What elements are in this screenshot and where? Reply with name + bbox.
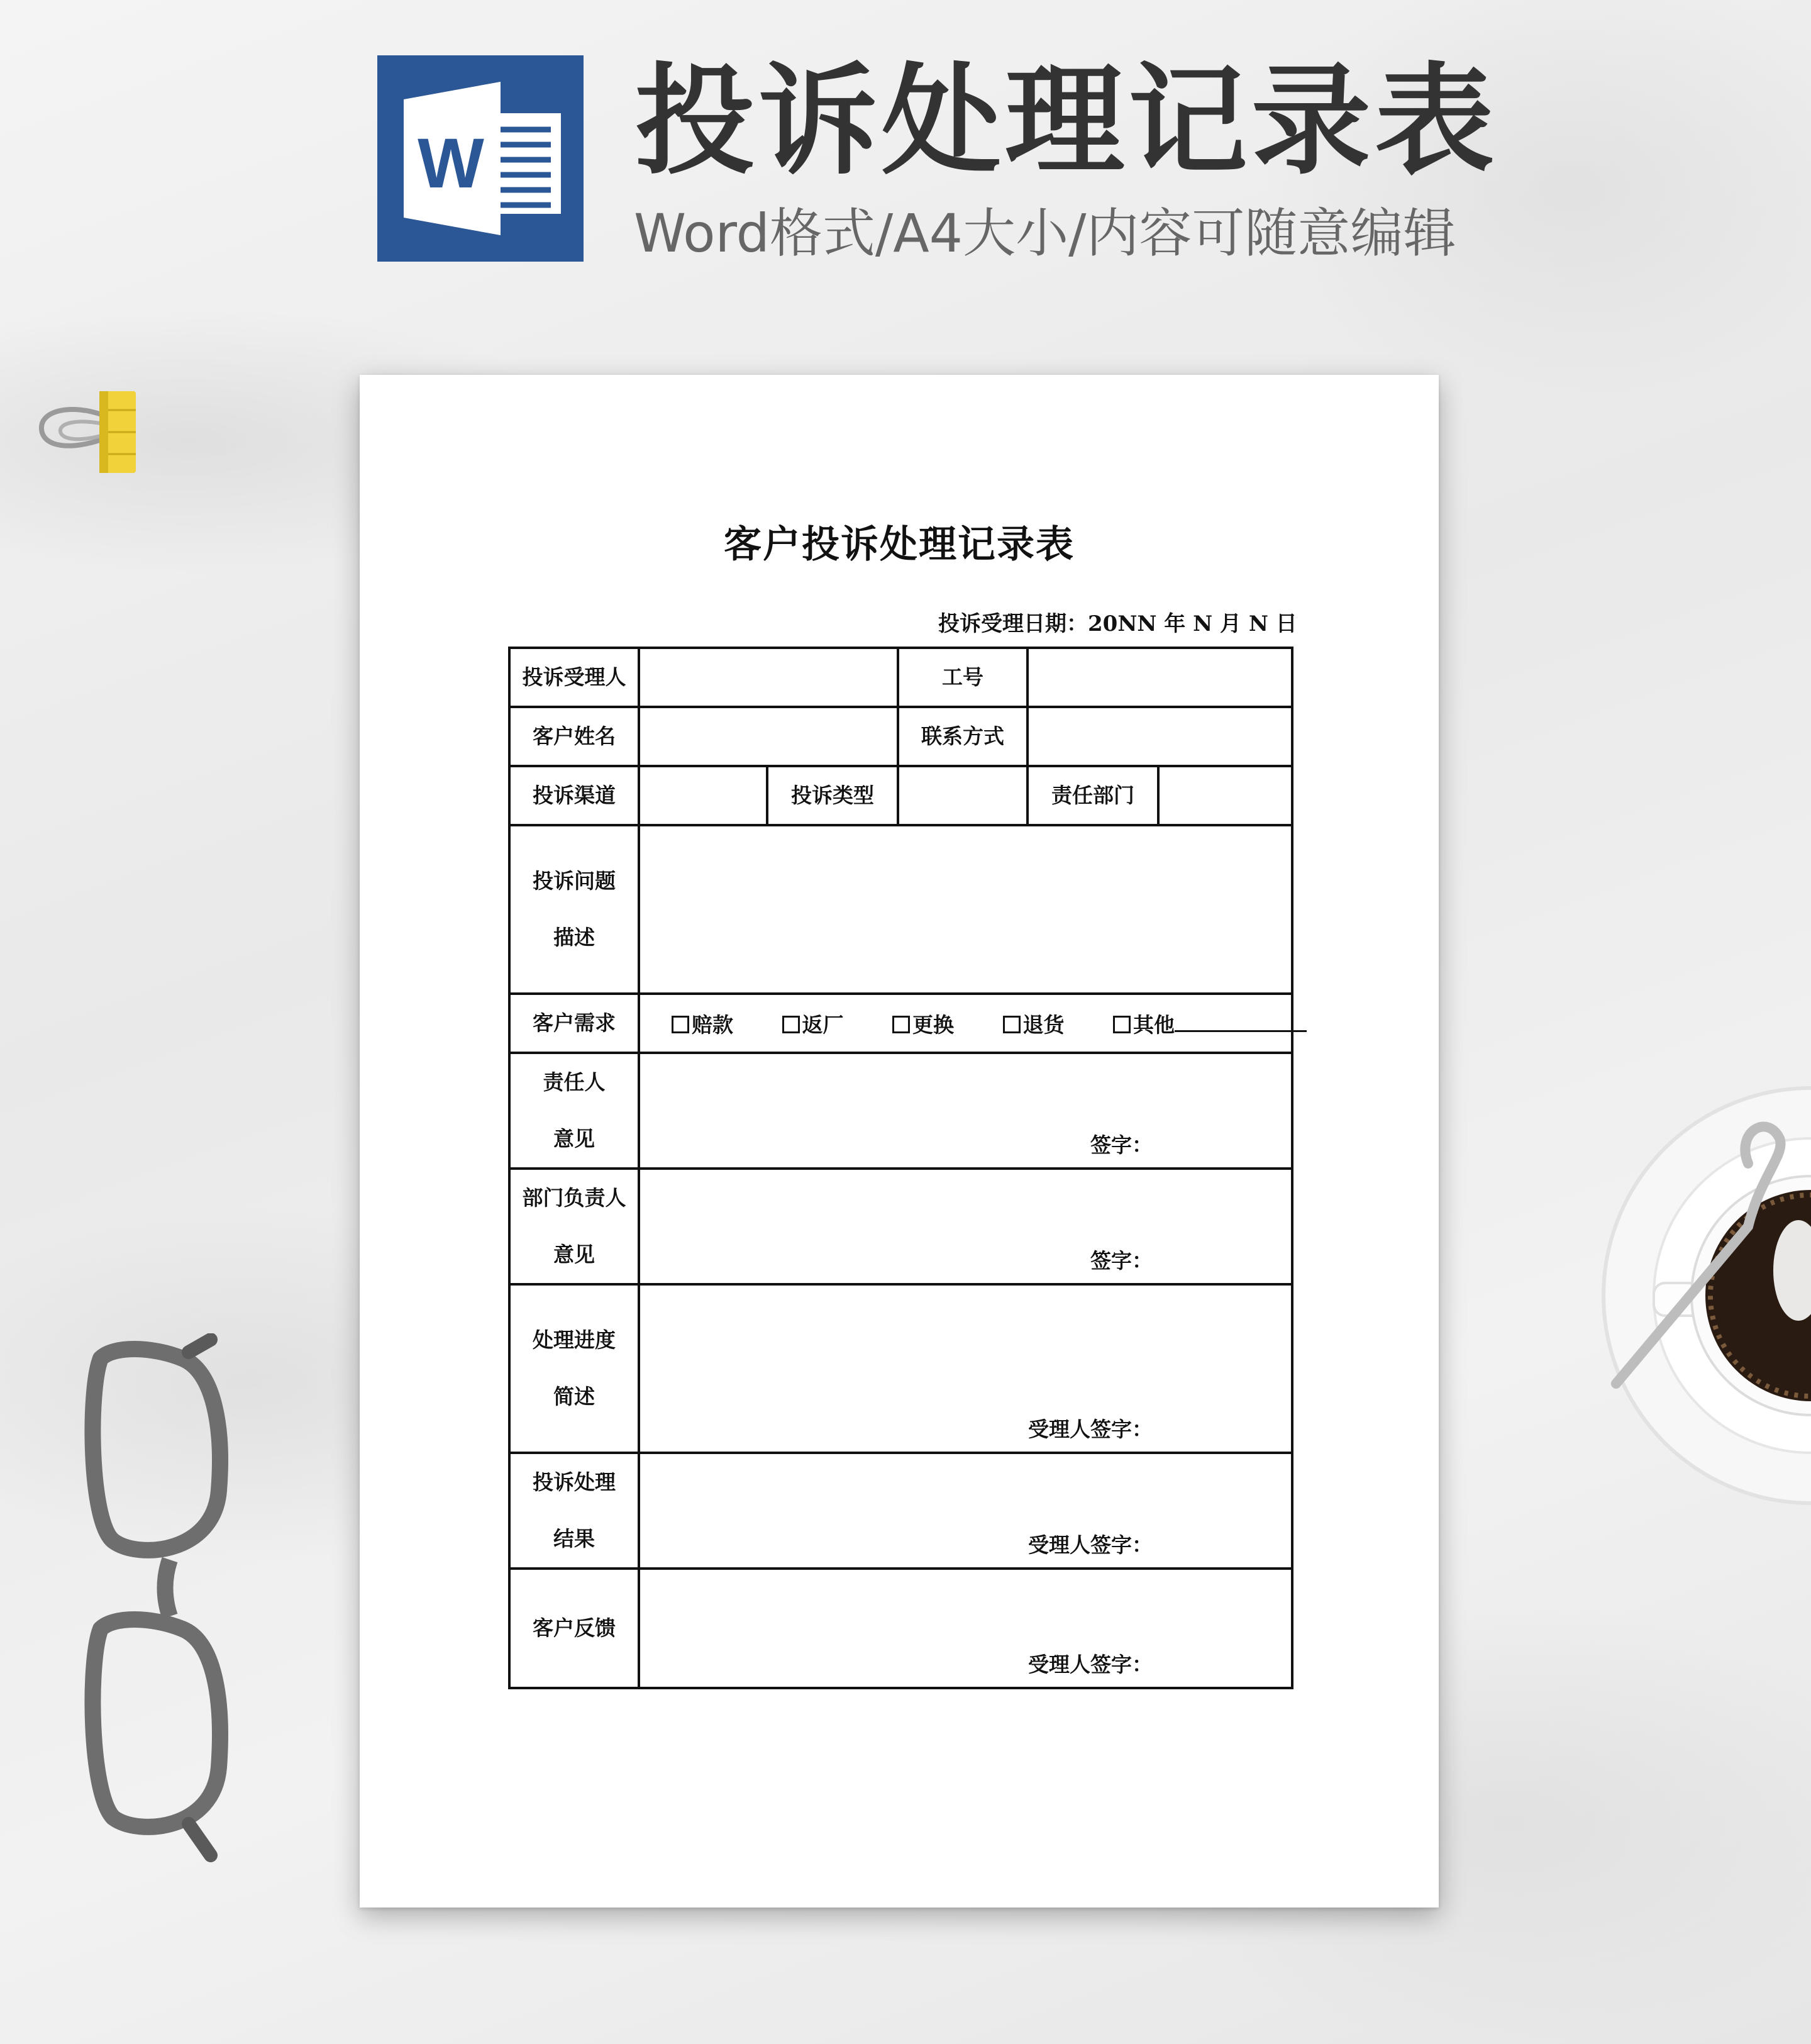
dept-head-label-line2: 意见	[553, 1242, 595, 1267]
page-subheadline: Word格式/A4大小/内容可随意编辑	[634, 203, 1456, 264]
receiver-field[interactable]	[639, 648, 898, 707]
channel-field[interactable]	[639, 766, 767, 825]
resp-opinion-label	[509, 1053, 639, 1169]
word-logo-letter: W	[418, 124, 484, 203]
page-headline: 投诉处理记录表	[635, 52, 1498, 191]
dept-field[interactable]	[1158, 766, 1292, 825]
demand-label: 客户需求	[509, 994, 639, 1053]
progress-field[interactable]	[639, 1284, 1292, 1453]
problem-field[interactable]	[639, 825, 1292, 994]
dept-head-opinion-field[interactable]	[639, 1169, 1292, 1284]
feedback-field[interactable]	[639, 1569, 1292, 1688]
table-row	[509, 766, 1292, 825]
checkbox-icon	[782, 1016, 800, 1033]
staff-no-field[interactable]	[1027, 648, 1292, 707]
demand-option-replace[interactable]: 更换	[892, 1009, 954, 1038]
checkbox-icon	[1113, 1016, 1131, 1033]
result-field[interactable]	[639, 1453, 1292, 1569]
progress-label-line2: 简述	[553, 1384, 595, 1409]
other-blank-line[interactable]	[1175, 1024, 1307, 1032]
receiver-signature-label: 受理人签字：	[1028, 1533, 1153, 1557]
dept-head-label-line1: 部门负责人	[522, 1186, 626, 1210]
receiver-label: 投诉受理人	[509, 648, 639, 707]
demand-option-refund[interactable]: 退货	[1003, 1009, 1065, 1038]
table-row	[509, 1453, 1292, 1569]
eyeglasses-icon	[75, 1333, 233, 1868]
feedback-label: 客户反馈	[509, 1569, 639, 1688]
channel-label: 投诉渠道	[509, 766, 639, 825]
progress-label-line1: 处理进度	[533, 1328, 616, 1352]
customer-name-label: 客户姓名	[509, 707, 639, 766]
checkbox-icon	[672, 1016, 689, 1033]
demand-option-return-factory[interactable]: 返厂	[782, 1009, 844, 1038]
type-label: 投诉类型	[767, 766, 898, 825]
word-logo-icon	[377, 55, 584, 262]
contact-label: 联系方式	[898, 707, 1027, 766]
table-row	[509, 1569, 1292, 1688]
checkbox-icon	[1003, 1016, 1021, 1033]
type-field[interactable]	[898, 766, 1027, 825]
result-label-line1: 投诉处理	[533, 1470, 616, 1494]
table-row	[509, 825, 1292, 994]
complaint-date-line: 投诉受理日期：20NN 年 N 月 N 日	[938, 611, 1297, 636]
document-title: 客户投诉处理记录表	[724, 523, 1075, 567]
problem-label-line1: 投诉问题	[533, 869, 616, 893]
coffee-cup-icon	[1597, 1082, 1811, 1509]
resp-opinion-field[interactable]	[639, 1053, 1292, 1169]
progress-label	[509, 1284, 639, 1453]
staff-no-label: 工号	[898, 648, 1027, 707]
signature-label: 签字：	[1090, 1133, 1153, 1157]
document-page	[360, 375, 1439, 1908]
result-label	[509, 1453, 639, 1569]
receiver-signature-label: 受理人签字：	[1028, 1652, 1153, 1677]
complaint-form-table	[508, 647, 1293, 1689]
table-row	[509, 994, 1292, 1053]
demand-option-compensation[interactable]: 赔款	[672, 1009, 733, 1038]
signature-label: 签字：	[1090, 1248, 1153, 1273]
resp-label-line1: 责任人	[543, 1070, 606, 1094]
table-row	[509, 1284, 1292, 1453]
demand-option-other[interactable]: 其他	[1113, 1009, 1307, 1038]
table-row	[509, 648, 1292, 707]
table-row	[509, 1169, 1292, 1284]
customer-name-field[interactable]	[639, 707, 898, 766]
result-label-line2: 结果	[553, 1526, 595, 1551]
problem-label	[509, 825, 639, 994]
contact-field[interactable]	[1027, 707, 1292, 766]
binder-clip-icon	[34, 385, 147, 479]
problem-label-line2: 描述	[553, 925, 595, 950]
dept-head-opinion-label	[509, 1169, 639, 1284]
receiver-signature-label: 受理人签字：	[1028, 1417, 1153, 1441]
resp-label-line2: 意见	[553, 1126, 595, 1151]
checkbox-icon	[892, 1016, 910, 1033]
table-row	[509, 1053, 1292, 1169]
demand-options	[639, 994, 1292, 1053]
table-row	[509, 707, 1292, 766]
dept-label: 责任部门	[1027, 766, 1158, 825]
